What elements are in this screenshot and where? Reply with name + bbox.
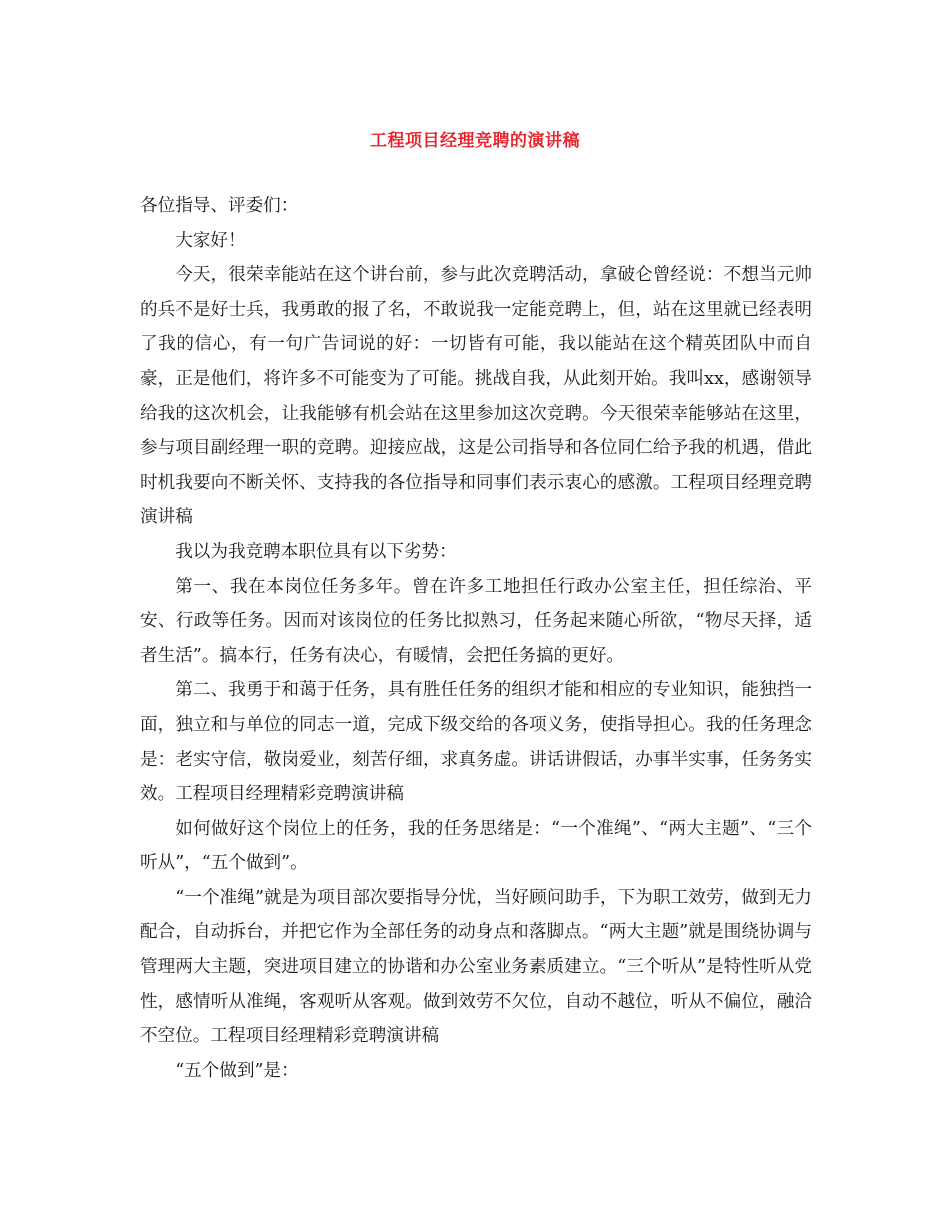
salutation: 各位指导、评委们：: [140, 196, 299, 216]
document-title: 工程项目经理竞聘的演讲稿: [370, 131, 580, 151]
paragraph-greeting: 大家好！: [175, 230, 246, 251]
paragraph-second-point: 第二、我勇于和蔼于任务，具有胜任任务的组织才能和相应的专业知识，能独挡一面，独立和与单位的同志一道，完成下级交给的各项义务，使指导担心。我的任务理念是：老实守信，敬岗爱业，刻苦仔细，求真务虚。讲话讲假话，办事半实事，任务务实效。工程项目经理精彩竞聘演讲稿: [140, 680, 812, 805]
paragraph-advantages-heading: 我以为我竞聘本职位具有以下劣势：: [175, 541, 457, 562]
paragraph-approach: 如何做好这个岗位上的任务，我的任务思绪是：“一个准绳”、“两大主题”、“三个听从”，“五个做到”。: [140, 818, 812, 874]
paragraph-principles: “一个准绳”就是为项目部次要指导分忧，当好顾问助手，下为职工效劳，做到无力配合，自动拆台，并把它作为全部任务的动身点和落脚点。“两大主题”就是围绕协调与管理两大主题，突进项目建立的协谐和办公室业务素质建立。“三个听从”是特性听从党性，感情听从准绳，客观听从客观。做到效劳不欠位，自动不越位，听从不偏位，融洽不空位。工程项目经理精彩竞聘演讲稿: [140, 887, 812, 1047]
document-body: [140, 189, 812, 1088]
paragraph-first-point: 第一、我在本岗位任务多年。曾在许多工地担任行政办公室主任，担任综治、平安、行政等任务。因而对该岗位的任务比拟熟习，任务起来随心所欲，“物尽天择，适者生活”。搞本行，任务有决心，有暖情，会把任务搞的更好。: [140, 576, 812, 666]
paragraph-intro: 今天，很荣幸能站在这个讲台前，参与此次竞聘活动，拿破仑曾经说：不想当元帅的兵不是好士兵，我勇敢的报了名，不敢说我一定能竞聘上，但，站在这里就已经表明了我的信心，有一句广告词说的好：一切皆有可能，我以能站在这个精英团队中而自豪，正是他们，将许多不可能变为了可能。挑战自我，从此刻开始。我叫xx，感谢领导给我的这次机会，让我能够有机会站在这里参加这次竞聘。今天很荣幸能够站在这里，参与项目副经理一职的竞聘。迎接应战，这是公司指导和各位同仁给予我的机遇，借此时机我要向不断关怀、支持我的各位指导和同事们表示衷心的感激。工程项目经理竞聘演讲稿: [140, 265, 812, 528]
paragraph-five-points: “五个做到”是：: [175, 1060, 299, 1081]
